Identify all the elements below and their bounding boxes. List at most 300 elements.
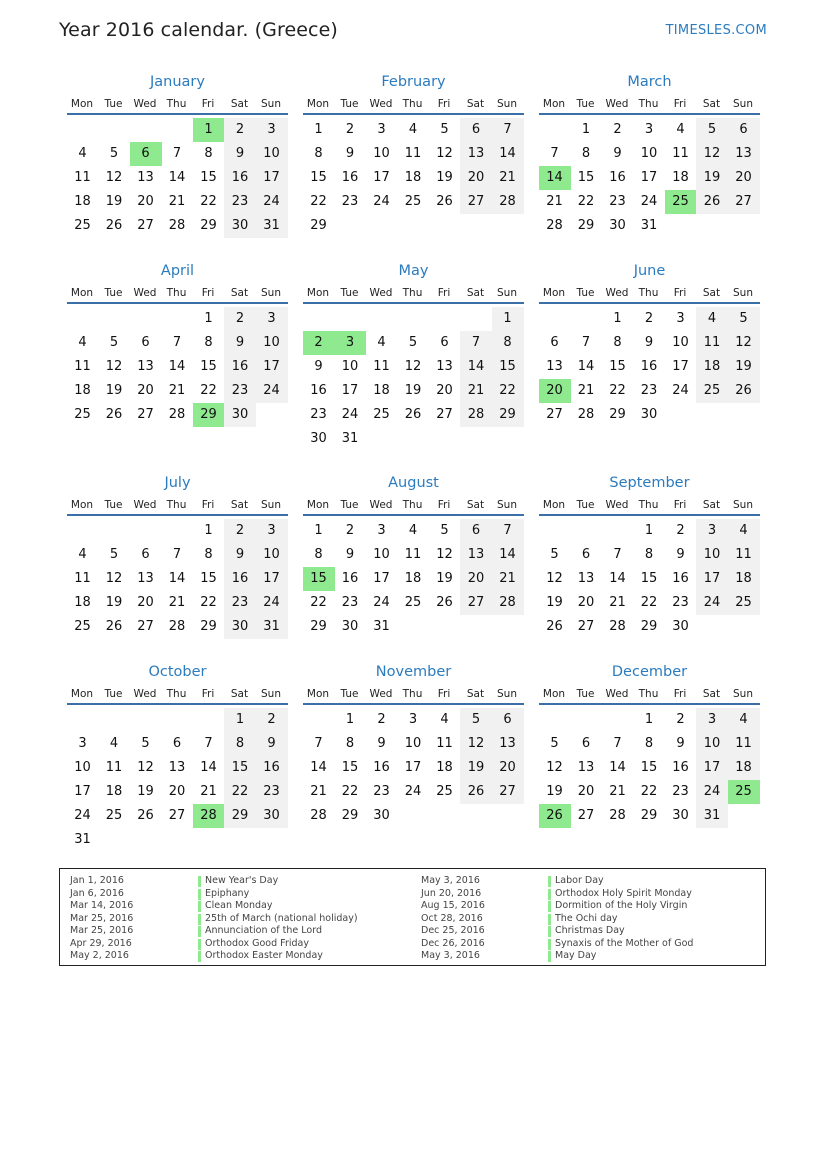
day-cell: 4	[377, 335, 386, 350]
day-cell: 20	[492, 756, 524, 780]
weekday-label: Wed	[369, 287, 393, 299]
day-cell: 16	[341, 170, 359, 185]
holiday-day-cell: 25	[728, 780, 760, 804]
month-name: May	[398, 263, 429, 279]
weekday-label: Fri	[673, 98, 687, 110]
day-cell: 17	[640, 170, 658, 185]
day-cell: 6	[581, 736, 591, 751]
day-cell: 6	[581, 547, 591, 562]
day-cell: 4	[78, 547, 87, 562]
month-name: September	[609, 475, 690, 491]
day-cell: 7	[204, 736, 213, 751]
day-cell: 19	[546, 595, 563, 610]
day-cell: 17	[373, 571, 390, 586]
weekday-label: Thu	[638, 98, 659, 110]
month-divider	[303, 302, 524, 304]
day-cell: 4	[78, 146, 87, 161]
day-cell: 11	[74, 359, 91, 374]
weekday-label: Thu	[402, 688, 423, 700]
day-cell: 1	[204, 311, 213, 326]
weekday-label: Fri	[437, 688, 451, 700]
day-cell: 3	[696, 519, 728, 543]
day-cell: 10	[341, 359, 359, 374]
day-cell: 28	[168, 619, 186, 634]
day-cell: 25	[404, 595, 422, 610]
weekday-label: Mon	[542, 499, 566, 511]
day-cell: 9	[345, 547, 355, 562]
weekday-label: Wed	[133, 287, 157, 299]
month-name: March	[627, 74, 672, 90]
day-cell: 18	[373, 383, 390, 398]
month-name: August	[388, 475, 439, 491]
legend-holiday-name: Christmas Day	[555, 925, 625, 936]
weekday-label: Sun	[261, 499, 281, 511]
day-cell: 10	[373, 547, 390, 562]
day-cell: 29	[640, 808, 658, 823]
day-cell: 17	[74, 784, 91, 799]
day-cell: 12	[404, 359, 422, 374]
day-cell: 14	[310, 760, 327, 775]
day-cell: 22	[640, 784, 658, 799]
weekday-label: Mon	[306, 688, 330, 700]
weekday-label: Sun	[497, 287, 517, 299]
weekday-label: Thu	[638, 688, 659, 700]
weekday-label: Mon	[306, 287, 330, 299]
month-divider	[539, 113, 760, 115]
legend-holiday-marker	[198, 939, 201, 950]
legend-date: Mar 25, 2016	[70, 912, 134, 924]
holiday-day-cell: 28	[193, 804, 225, 828]
month-divider	[67, 113, 288, 115]
day-cell: 20	[137, 383, 154, 398]
holiday-day-cell: 2	[303, 331, 335, 355]
day-cell: 11	[404, 547, 422, 562]
day-cell: 3	[256, 118, 288, 142]
day-cell: 14	[577, 359, 595, 374]
day-cell: 2	[676, 523, 685, 538]
weekday-label: Fri	[437, 287, 451, 299]
day-cell: 28	[609, 808, 626, 823]
day-cell: 27	[728, 190, 760, 214]
weekday-label: Thu	[638, 287, 659, 299]
day-cell: 21	[609, 595, 626, 610]
day-cell: 27	[137, 619, 154, 634]
day-cell: 18	[74, 383, 91, 398]
weekday-label: Tue	[576, 499, 595, 511]
day-cell: 4	[728, 708, 760, 732]
day-cell: 26	[546, 619, 563, 634]
day-cell: 6	[492, 708, 524, 732]
day-cell: 14	[609, 760, 626, 775]
holiday-day-cell: 3	[334, 331, 366, 355]
legend-holiday-marker	[198, 901, 201, 912]
day-cell: 31	[74, 832, 91, 847]
day-cell: 7	[613, 547, 622, 562]
day-cell: 6	[728, 118, 760, 142]
weekday-label: Thu	[402, 287, 423, 299]
day-cell: 11	[404, 146, 422, 161]
day-cell: 5	[408, 335, 418, 350]
holiday-day-cell: 14	[539, 166, 571, 190]
day-cell: 18	[105, 784, 123, 799]
day-cell: 5	[109, 146, 119, 161]
weekday-label: Mon	[306, 499, 330, 511]
day-cell: 14	[168, 359, 186, 374]
day-cell: 17	[256, 567, 288, 591]
legend-holiday-name: New Year's Day	[205, 875, 279, 886]
day-cell: 8	[492, 331, 524, 355]
weekday-label: Mon	[542, 287, 566, 299]
day-cell: 5	[440, 122, 449, 137]
day-cell: 2	[676, 712, 685, 727]
day-cell: 24	[404, 784, 422, 799]
day-cell: 1	[644, 712, 654, 727]
day-cell: 29	[200, 218, 217, 233]
day-cell: 9	[676, 736, 685, 751]
weekday-label: Tue	[340, 688, 359, 700]
day-cell: 4	[728, 519, 760, 543]
weekday-label: Wed	[605, 287, 629, 299]
weekday-label: Mon	[542, 688, 566, 700]
day-cell: 24	[696, 591, 728, 615]
day-cell: 26	[436, 595, 453, 610]
legend-holiday-marker	[198, 889, 201, 900]
day-cell: 9	[377, 736, 386, 751]
weekday-label: Tue	[104, 98, 123, 110]
day-cell: 8	[644, 736, 654, 751]
weekday-label: Thu	[402, 98, 423, 110]
day-cell: 11	[74, 571, 91, 586]
day-cell: 15	[577, 170, 595, 185]
legend-holiday-name: The Ochi day	[555, 912, 618, 924]
legend-holiday-name: Dormition of the Holy Virgin	[555, 900, 688, 911]
day-cell: 22	[200, 383, 217, 398]
day-cell: 22	[224, 780, 256, 804]
legend-holiday-name: Clean Monday	[205, 900, 273, 911]
weekday-label: Tue	[104, 499, 123, 511]
month-divider	[303, 514, 524, 516]
day-cell: 2	[613, 122, 622, 137]
day-cell: 3	[377, 122, 386, 137]
weekday-label: Sat	[230, 688, 249, 700]
day-cell: 1	[492, 307, 524, 331]
day-cell: 1	[644, 523, 654, 538]
legend-holiday-name: Orthodox Easter Monday	[205, 950, 323, 961]
day-cell: 5	[109, 335, 119, 350]
legend-holiday-marker	[548, 901, 551, 912]
day-cell: 9	[314, 359, 323, 374]
legend-holiday-name: May Day	[555, 950, 597, 961]
day-cell: 27	[168, 808, 186, 823]
day-cell: 15	[640, 571, 658, 586]
day-cell: 31	[640, 218, 658, 233]
day-cell: 24	[74, 808, 91, 823]
month-name: December	[611, 664, 688, 680]
legend-holiday-marker	[548, 951, 551, 962]
day-cell: 4	[109, 736, 119, 751]
day-cell: 12	[436, 146, 453, 161]
day-cell: 25	[74, 407, 91, 422]
day-cell: 20	[577, 595, 595, 610]
day-cell: 15	[200, 359, 217, 374]
day-cell: 4	[676, 122, 685, 137]
weekday-label: Mon	[306, 98, 330, 110]
day-cell: 27	[460, 591, 492, 615]
day-cell: 26	[460, 780, 492, 804]
day-cell: 19	[728, 355, 760, 379]
weekday-label: Wed	[133, 499, 157, 511]
day-cell: 30	[672, 619, 689, 634]
weekday-label: Mon	[70, 287, 94, 299]
legend-holiday-name: Orthodox Holy Spirit Monday	[555, 887, 692, 899]
weekday-label: Sun	[733, 499, 753, 511]
month-name: November	[375, 664, 452, 680]
weekday-label: Sat	[702, 98, 721, 110]
weekday-label: Fri	[437, 499, 451, 511]
day-cell: 9	[644, 335, 654, 350]
day-cell: 14	[168, 170, 186, 185]
weekday-label: Tue	[340, 98, 359, 110]
day-cell: 29	[640, 619, 658, 634]
day-cell: 28	[492, 591, 524, 615]
weekday-label: Tue	[104, 287, 123, 299]
weekday-label: Sat	[230, 287, 249, 299]
legend-date: May 3, 2016	[421, 875, 480, 886]
day-cell: 8	[204, 335, 213, 350]
month-divider	[539, 703, 760, 705]
day-cell: 4	[440, 712, 449, 727]
day-cell: 31	[256, 615, 288, 639]
day-cell: 19	[105, 194, 123, 209]
weekday-label: Tue	[576, 688, 595, 700]
legend-holiday-marker	[548, 876, 551, 887]
day-cell: 21	[609, 784, 626, 799]
day-cell: 22	[609, 383, 626, 398]
day-cell: 25	[105, 808, 123, 823]
day-cell: 2	[224, 307, 256, 331]
day-cell: 7	[550, 146, 559, 161]
day-cell: 9	[224, 543, 256, 567]
weekday-label: Fri	[673, 688, 687, 700]
day-cell: 5	[550, 736, 559, 751]
weekday-label: Sun	[733, 98, 753, 110]
day-cell: 5	[460, 708, 492, 732]
weekday-label: Tue	[104, 688, 123, 700]
weekday-label: Wed	[369, 98, 393, 110]
day-cell: 18	[728, 567, 760, 591]
weekday-label: Sun	[497, 499, 517, 511]
day-cell: 16	[640, 359, 658, 374]
day-cell: 28	[168, 407, 186, 422]
day-cell: 17	[256, 166, 288, 190]
day-cell: 4	[696, 307, 728, 331]
weekday-label: Sun	[733, 688, 753, 700]
day-cell: 18	[672, 170, 689, 185]
day-cell: 16	[224, 355, 256, 379]
day-cell: 18	[728, 756, 760, 780]
day-cell: 10	[672, 335, 689, 350]
day-cell: 11	[672, 146, 689, 161]
day-cell: 17	[341, 383, 359, 398]
day-cell: 28	[460, 403, 492, 427]
day-cell: 16	[373, 760, 390, 775]
weekday-label: Tue	[340, 287, 359, 299]
weekday-label: Wed	[133, 98, 157, 110]
site-link[interactable]: TIMESLES.COM	[665, 23, 767, 38]
day-cell: 28	[310, 808, 327, 823]
day-cell: 25	[696, 379, 728, 403]
day-cell: 31	[696, 804, 728, 828]
day-cell: 30	[609, 218, 626, 233]
day-cell: 28	[546, 218, 563, 233]
day-cell: 19	[436, 170, 453, 185]
weekday-label: Mon	[70, 688, 94, 700]
day-cell: 18	[404, 571, 422, 586]
day-cell: 17	[696, 756, 728, 780]
day-cell: 23	[672, 595, 689, 610]
day-cell: 20	[460, 166, 492, 190]
day-cell: 9	[224, 331, 256, 355]
legend-holiday-name: Labor Day	[555, 875, 604, 886]
day-cell: 30	[224, 615, 256, 639]
weekday-label: Fri	[201, 688, 215, 700]
day-cell: 7	[460, 331, 492, 355]
day-cell: 14	[168, 571, 186, 586]
month-divider	[539, 514, 760, 516]
day-cell: 24	[256, 379, 288, 403]
day-cell: 8	[314, 547, 323, 562]
day-cell: 24	[256, 190, 288, 214]
day-cell: 1	[204, 523, 213, 538]
legend-holiday-name: 25th of March (national holiday)	[205, 912, 358, 924]
day-cell: 2	[345, 523, 355, 538]
day-cell: 5	[440, 523, 449, 538]
day-cell: 11	[728, 543, 760, 567]
legend-date: May 3, 2016	[421, 950, 480, 961]
weekday-label: Wed	[605, 688, 629, 700]
day-cell: 24	[256, 591, 288, 615]
day-cell: 6	[141, 335, 150, 350]
day-cell: 22	[577, 194, 595, 209]
day-cell: 3	[256, 307, 288, 331]
page-title: Year 2016 calendar. (Greece)	[59, 19, 338, 41]
day-cell: 21	[310, 784, 327, 799]
weekday-label: Mon	[542, 98, 566, 110]
day-cell: 13	[436, 359, 453, 374]
legend-holiday-name: Synaxis of the Mother of God	[555, 937, 694, 949]
day-cell: 15	[224, 756, 256, 780]
weekday-label: Thu	[166, 499, 187, 511]
day-cell: 24	[672, 383, 689, 398]
legend-holiday-marker	[548, 939, 551, 950]
weekday-label: Sat	[702, 287, 721, 299]
day-cell: 23	[609, 194, 626, 209]
day-cell: 27	[460, 190, 492, 214]
legend-date: Jan 6, 2016	[70, 887, 124, 899]
day-cell: 6	[440, 335, 449, 350]
day-cell: 20	[577, 784, 595, 799]
day-cell: 11	[74, 170, 91, 185]
day-cell: 17	[672, 359, 689, 374]
day-cell: 13	[137, 359, 154, 374]
day-cell: 19	[696, 166, 728, 190]
day-cell: 16	[256, 756, 288, 780]
day-cell: 5	[696, 118, 728, 142]
day-cell: 14	[492, 543, 524, 567]
day-cell: 26	[696, 190, 728, 214]
weekday-label: Tue	[576, 287, 595, 299]
day-cell: 15	[492, 355, 524, 379]
weekday-label: Sat	[230, 98, 249, 110]
day-cell: 13	[460, 142, 492, 166]
day-cell: 26	[137, 808, 154, 823]
day-cell: 14	[200, 760, 217, 775]
day-cell: 21	[168, 595, 186, 610]
day-cell: 27	[577, 619, 595, 634]
weekday-label: Sun	[733, 287, 753, 299]
day-cell: 10	[696, 732, 728, 756]
day-cell: 2	[224, 118, 256, 142]
weekday-label: Wed	[605, 499, 629, 511]
day-cell: 15	[609, 359, 626, 374]
day-cell: 11	[696, 331, 728, 355]
day-cell: 27	[492, 780, 524, 804]
day-cell: 7	[172, 335, 182, 350]
day-cell: 12	[105, 359, 123, 374]
day-cell: 12	[137, 760, 154, 775]
weekday-label: Sun	[261, 98, 281, 110]
day-cell: 23	[310, 407, 327, 422]
weekday-label: Tue	[576, 98, 595, 110]
day-cell: 11	[436, 736, 453, 751]
legend-date: Dec 25, 2016	[421, 925, 485, 936]
weekday-label: Sun	[261, 287, 281, 299]
day-cell: 19	[436, 571, 453, 586]
day-cell: 11	[105, 760, 123, 775]
day-cell: 10	[373, 146, 390, 161]
day-cell: 16	[609, 170, 626, 185]
day-cell: 30	[672, 808, 689, 823]
day-cell: 20	[137, 595, 154, 610]
day-cell: 27	[577, 808, 595, 823]
day-cell: 24	[640, 194, 658, 209]
weekday-label: Sat	[466, 499, 485, 511]
day-cell: 18	[74, 194, 91, 209]
day-cell: 8	[224, 732, 256, 756]
day-cell: 23	[224, 190, 256, 214]
day-cell: 22	[341, 784, 359, 799]
day-cell: 29	[341, 808, 359, 823]
day-cell: 9	[613, 146, 622, 161]
day-cell: 6	[172, 736, 182, 751]
day-cell: 19	[105, 595, 123, 610]
day-cell: 13	[492, 732, 524, 756]
day-cell: 27	[137, 218, 154, 233]
day-cell: 23	[224, 591, 256, 615]
day-cell: 12	[460, 732, 492, 756]
day-cell: 13	[577, 571, 595, 586]
day-cell: 4	[408, 122, 418, 137]
day-cell: 16	[224, 166, 256, 190]
day-cell: 29	[609, 407, 626, 422]
weekday-label: Fri	[201, 98, 215, 110]
weekday-label: Sun	[261, 688, 281, 700]
day-cell: 9	[676, 547, 685, 562]
day-cell: 27	[546, 407, 563, 422]
day-cell: 6	[460, 519, 492, 543]
day-cell: 10	[256, 543, 288, 567]
legend-holiday-marker	[548, 889, 551, 900]
